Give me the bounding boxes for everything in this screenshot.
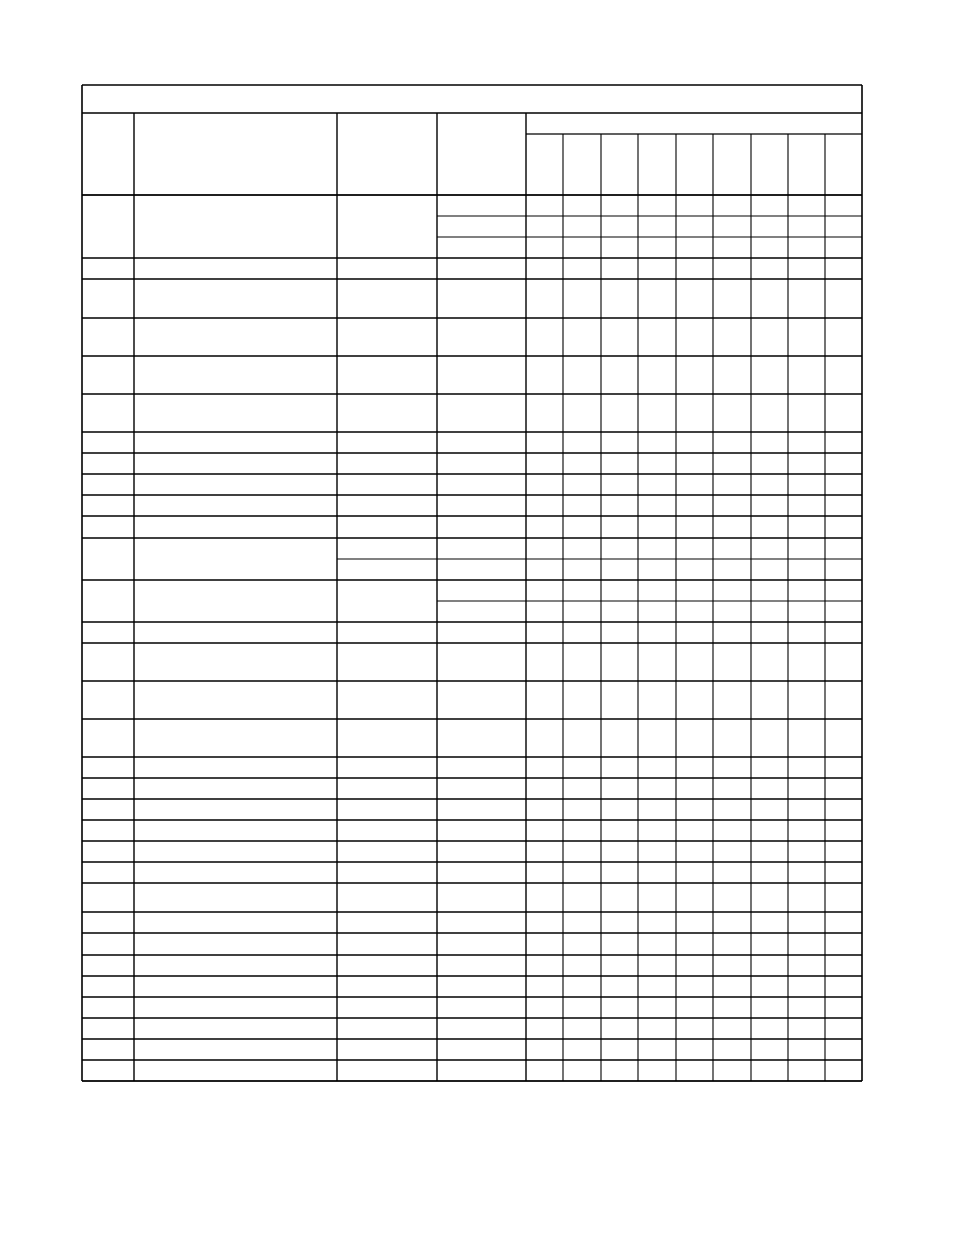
grid-lines [82, 85, 862, 1081]
